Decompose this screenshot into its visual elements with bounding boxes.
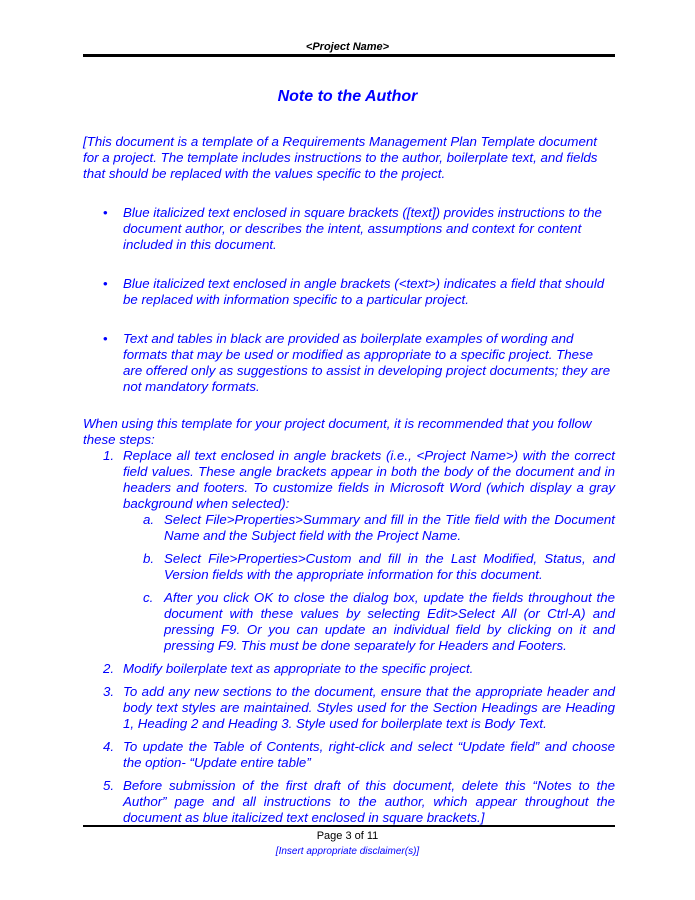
bullet-list [83, 205, 615, 395]
intro-paragraph: [This document is a template of a Requirements Management Plan Template document for a project. The template includes instructions to the author, boilerplate text, and fields that should be replaced with the values specific to the project. [83, 134, 598, 181]
step-text: Before submission of the first draft of this document, delete this “Notes to the Author” page and all instructions to the author, which appear throughout the document as blue italicized text enclosed in square brackets.] [123, 778, 615, 825]
step-item [83, 684, 615, 732]
substep-text: Select File>Properties>Custom and fill in the Last Modified, Status, and Version fields with the appropriate information for this document. [164, 551, 615, 582]
substep-item [123, 512, 615, 544]
page-title: Note to the Author [277, 88, 418, 105]
bullet-icon: • [103, 276, 108, 291]
page-header: <Project Name> [305, 41, 390, 53]
step-number: 5. [103, 778, 115, 793]
substep-letter: c. [143, 590, 154, 605]
document-body [83, 134, 615, 833]
step-text: Modify boilerplate text as appropriate to the specific project. [123, 661, 474, 676]
step-item [83, 661, 615, 677]
bullet-icon: • [103, 205, 108, 220]
page-number: Page 3 of 11 [316, 830, 379, 842]
bullet-text: Blue italicized text enclosed in angle brackets (<text>) indicates a field that should be replaced with information specific to a particular project. [123, 276, 605, 307]
header-rule [83, 54, 615, 57]
substeps-list [123, 512, 615, 654]
footer-disclaimer: [Insert appropriate disclaimer(s)] [275, 846, 420, 857]
substep-item [123, 590, 615, 654]
bullet-icon: • [103, 331, 108, 346]
steps-list [83, 448, 615, 826]
substep-letter: a. [143, 512, 155, 527]
substep-item [123, 551, 615, 583]
step-number: 2. [103, 661, 115, 676]
step-text: To add any new sections to the document, ensure that the appropriate header and body text styles are maintained. Styles used for the Section Headings are Heading 1, Heading 2 and Heading 3. Style used for boilerplate text is Body Text. [123, 684, 615, 731]
steps-lead-paragraph: When using this template for your project document, it is recommended that you follow these steps: [83, 416, 592, 447]
step-text: To update the Table of Contents, right-click and select “Update field” and choose the option- “Update entire table” [123, 739, 615, 770]
step-number: 4. [103, 739, 115, 754]
step-number: 3. [103, 684, 115, 699]
list-item [83, 331, 615, 395]
step-item [83, 448, 615, 654]
step-number: 1. [103, 448, 115, 463]
bullet-text: Text and tables in black are provided as boilerplate examples of wording and formats that may be used or modified as appropriate to a specific project. These are offered only as suggestions to assist in developing project documents; they are not mandatory formats. [123, 331, 611, 394]
substep-text: After you click OK to close the dialog box, update the fields throughout the document with these values by selecting Edit>Select All (or Ctrl-A) and pressing F9. Or you can update an individual field by clicking on it and pressing F9. This must be done separately for Headers and Footers. [164, 590, 615, 653]
substep-letter: b. [143, 551, 155, 566]
step-item [83, 778, 615, 826]
step-text: Replace all text enclosed in angle brackets (i.e., <Project Name>) with the correct field values. These angle brackets appear in both the body of the document and in headers and footers. To customize fields in Microsoft Word (which display a gray background when selected): [123, 448, 615, 511]
list-item [83, 276, 615, 308]
list-item [83, 205, 615, 253]
substep-text: Select File>Properties>Summary and fill in the Title field with the Document Name and the Subject field with the Project Name. [164, 512, 615, 543]
bullet-text: Blue italicized text enclosed in square brackets ([text]) provides instructions to the document author, or describes the intent, assumptions and context for content included in this document. [123, 205, 602, 252]
step-item [83, 739, 615, 771]
footer-rule [83, 825, 615, 827]
